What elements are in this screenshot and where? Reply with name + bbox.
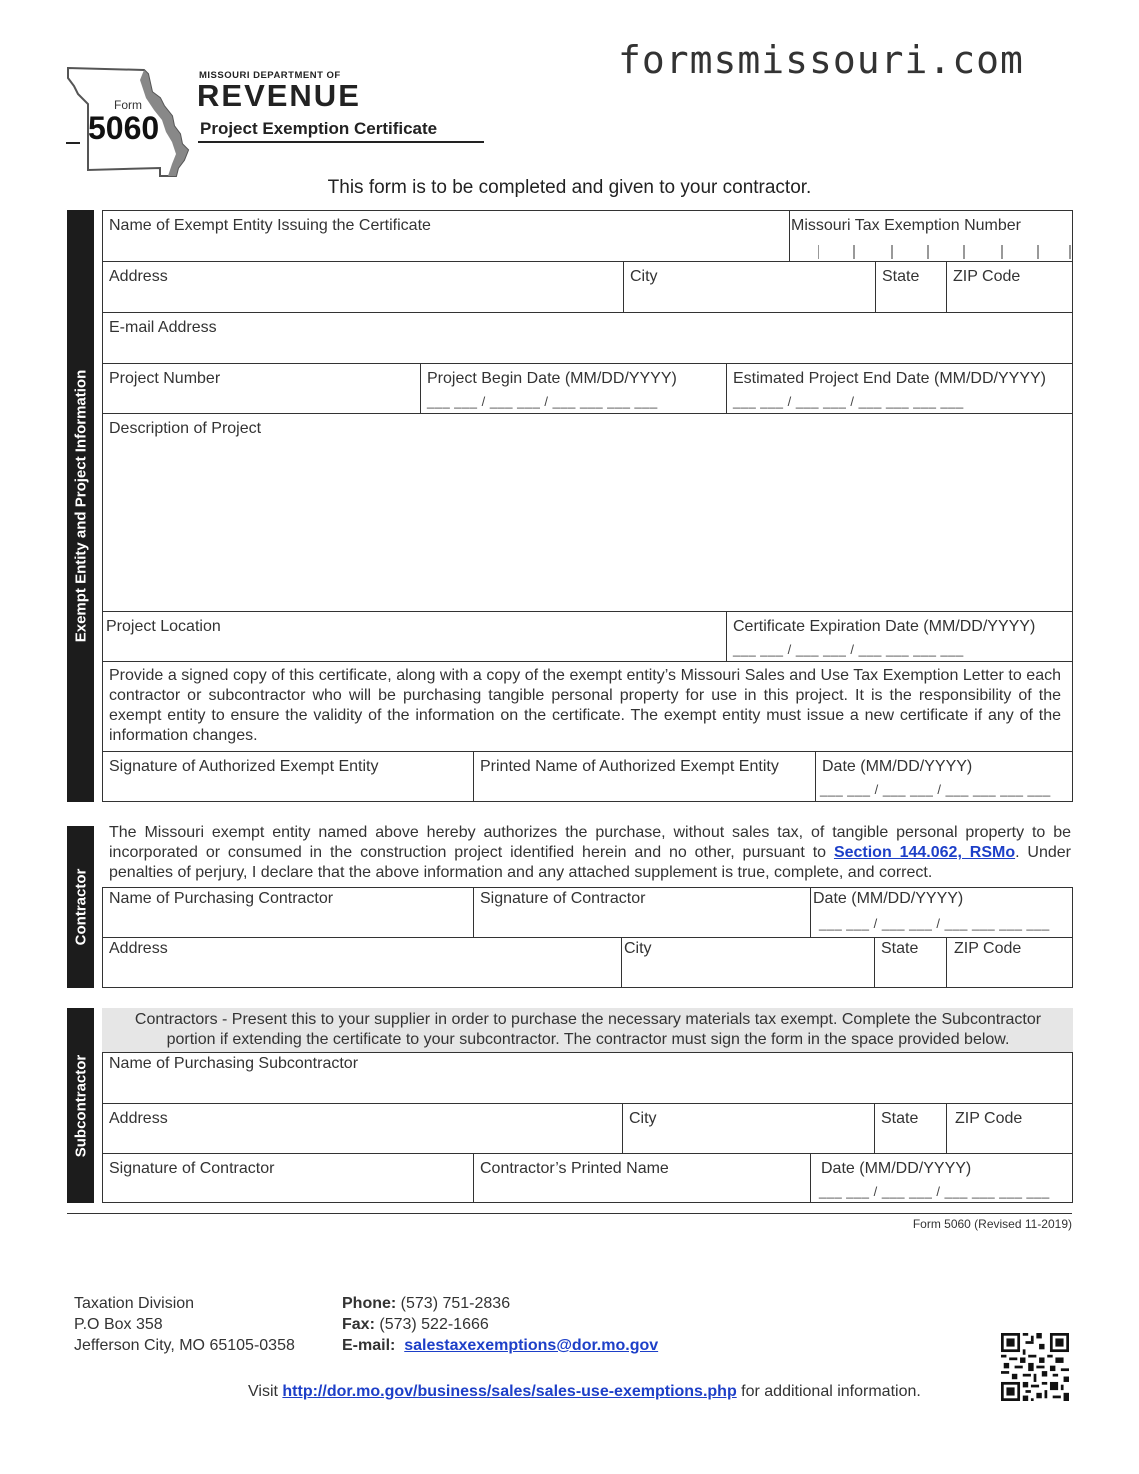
revision-note: Form 5060 (Revised 11-2019) [912,1217,1072,1231]
po-box: P.O Box 358 [74,1316,163,1333]
visit-line [248,1381,921,1402]
contact-info [342,1293,658,1356]
printed-name-label: Contractor’s Printed Name [480,1160,669,1177]
state-label: State [882,268,920,285]
section-label-subcontractor-text: Subcontractor [72,1054,89,1157]
subcontractor-name-field[interactable] [103,1053,1072,1103]
exemptions-url-link[interactable]: http://dor.mo.gov/business/sales/sales-use-exemptions.php [282,1383,737,1400]
date-placeholder: ___ ___ / ___ ___ / ___ ___ ___ ___ [733,394,964,409]
contractor-state-field[interactable] [875,938,946,987]
entity-name-label: Name of Exempt Entity Issuing the Certificate [109,217,431,234]
section-label-contractor-text: Contractor [72,868,89,946]
subcontractor-date-field[interactable] [811,1154,1072,1202]
zip-label: ZIP Code [953,268,1021,285]
section-144-062-link[interactable]: Section 144.062, RSMo [833,844,1016,861]
exempt-address-field[interactable] [103,262,623,312]
project-number-label: Project Number [109,370,221,387]
tax-exemption-number-label: Missouri Tax Exemption Number [791,217,1022,234]
title-underline [198,141,484,143]
project-end-date-field[interactable] [727,364,1072,413]
subcontractor-address-field[interactable] [103,1104,622,1153]
subcontractor-note: Contractors - Present this to your supplier in order to purchase the necessary materials tax exempt. Complete the Subcontractor portion if extending the certificate to your subcontractor. The contractor must sign the form in the space provided below. [134,1011,1042,1048]
date-label: Date (MM/DD/YYYY) [822,758,973,775]
mailing-address [74,1293,295,1356]
contractor-name-field[interactable] [103,888,473,937]
contractor-section [102,887,1073,988]
subcontractor-state-field[interactable] [875,1104,946,1153]
exempt-zip-field[interactable] [947,262,1072,312]
visit-prefix: Visit [248,1383,283,1400]
division-name: Taxation Division [74,1295,195,1312]
date-label: Date (MM/DD/YYYY) [821,1160,972,1177]
printed-name-label: Printed Name of Authorized Exempt Entity [480,758,779,775]
subcontractor-city-field[interactable] [623,1104,874,1153]
statement-part-1: The Missouri exempt entity named above hereby authorizes the purchase, without sales tax, of tangible personal property to be incorporated or consumed in the construction project identified herein and no other, pursuant to [109,824,1071,861]
email-label: E-mail: [342,1337,396,1354]
phone-number: (573) 751-2836 [400,1295,511,1312]
exempt-signature-field[interactable] [103,752,473,801]
project-number-field[interactable] [103,364,420,413]
city-label: City [630,268,658,285]
date-placeholder: ___ ___ / ___ ___ / ___ ___ ___ ___ [820,782,1051,797]
exempt-state-field[interactable] [876,262,946,312]
contractor-address-field[interactable] [103,938,621,987]
zip-label: ZIP Code [955,1110,1023,1127]
watermark-text: formsmissouri.com [618,38,1024,82]
contractor-city-field[interactable] [622,938,874,987]
section-label-exempt-text: Exempt Entity and Project Information [72,369,89,643]
section-label-subcontractor [67,1008,94,1203]
project-location-field[interactable] [103,612,726,661]
contractor-zip-field[interactable] [947,938,1072,987]
exempt-date-field[interactable] [816,752,1072,801]
contractor-date-field[interactable] [811,888,1072,937]
address-label: Address [109,268,168,285]
form-title: Project Exemption Certificate [200,119,438,138]
section-label-contractor [67,826,94,988]
email-label: E-mail Address [109,319,217,336]
contractor-date-label: Date (MM/DD/YYYY) [813,890,964,907]
entity-name-field[interactable] [103,211,790,261]
signature-label: Signature of Authorized Exempt Entity [109,758,379,775]
statement-part-2: . Under penalties of perjury, I declare that the above information and any attached supplement is true, complete, and correct. [109,844,1071,881]
subcontractor-name-label: Name of Purchasing Subcontractor [109,1055,359,1072]
agency-logo-text: REVENUE [197,78,361,113]
project-location-label: Project Location [106,618,221,635]
contractor-signature-field[interactable] [474,888,810,937]
city-label: City [624,940,652,957]
contractor-name-label: Name of Purchasing Contractor [109,890,334,907]
date-placeholder: ___ ___ / ___ ___ / ___ ___ ___ ___ [819,1184,1050,1199]
description-label: Description of Project [109,420,262,437]
department-name: MISSOURI DEPARTMENT OF [199,70,341,81]
fax-number: (573) 522-1666 [379,1316,489,1333]
exempt-printed-name-field[interactable] [474,752,815,801]
subcontractor-signature-field[interactable] [103,1154,473,1202]
footer-divider [67,1213,1072,1214]
exempt-entity-section [102,210,1073,802]
form-instruction: This form is to be completed and given to your contractor. [327,177,812,198]
cert-expiration-label: Certificate Expiration Date (MM/DD/YYYY) [733,618,1036,635]
project-begin-date-field[interactable] [421,364,726,413]
subcontractor-section [102,1052,1073,1203]
email-link[interactable]: salestaxexemptions@dor.mo.gov [404,1337,659,1354]
cert-expiration-date-field[interactable] [727,612,1072,661]
date-placeholder: ___ ___ / ___ ___ / ___ ___ ___ ___ [427,394,658,409]
form-number: 5060 [88,110,160,146]
city-label: City [629,1110,657,1127]
zip-label: ZIP Code [954,940,1022,957]
project-begin-date-label: Project Begin Date (MM/DD/YYYY) [427,370,677,387]
date-placeholder: ___ ___ / ___ ___ / ___ ___ ___ ___ [819,916,1050,931]
divider [103,661,1072,662]
subcontractor-printed-name-field[interactable] [474,1154,810,1202]
exempt-city-field[interactable] [624,262,876,312]
project-end-date-label: Estimated Project End Date (MM/DD/YYYY) [733,370,1046,387]
city-state-zip: Jefferson City, MO 65105-0358 [74,1337,295,1354]
contractor-signature-label: Signature of Contractor [480,890,646,907]
signature-label: Signature of Contractor [109,1160,275,1177]
state-label: State [881,1110,919,1127]
state-label: State [881,940,919,957]
exempt-notice-text: Provide a signed copy of this certificate, along with a copy of the exempt entity’s Missouri Sales and Use Tax Exemption Letter to each contractor or subcontractor who will be purchasing tangible personal property for use in this project. It is the responsibility of the exempt entity to ensure the validity of the information on the certificate. The exempt entity must issue a new certificate if any of the information changes. [109,667,1061,744]
address-label: Address [109,1110,168,1127]
date-placeholder: ___ ___ / ___ ___ / ___ ___ ___ ___ [733,642,964,657]
address-label: Address [109,940,168,957]
project-description-field[interactable] [103,414,1072,611]
subcontractor-zip-field[interactable] [947,1104,1072,1153]
contractor-statement [109,823,1071,883]
phone-label: Phone: [342,1295,397,1312]
qr-code-icon[interactable] [1001,1333,1069,1401]
digit-boxes [818,245,1074,261]
header-dash [66,142,80,144]
email-field[interactable] [103,313,1072,363]
form-word: Form [114,98,142,112]
fax-label: Fax: [342,1316,375,1333]
section-label-exempt [67,210,94,802]
tax-exemption-number-field[interactable] [790,211,1072,261]
visit-suffix: for additional information. [736,1383,921,1400]
